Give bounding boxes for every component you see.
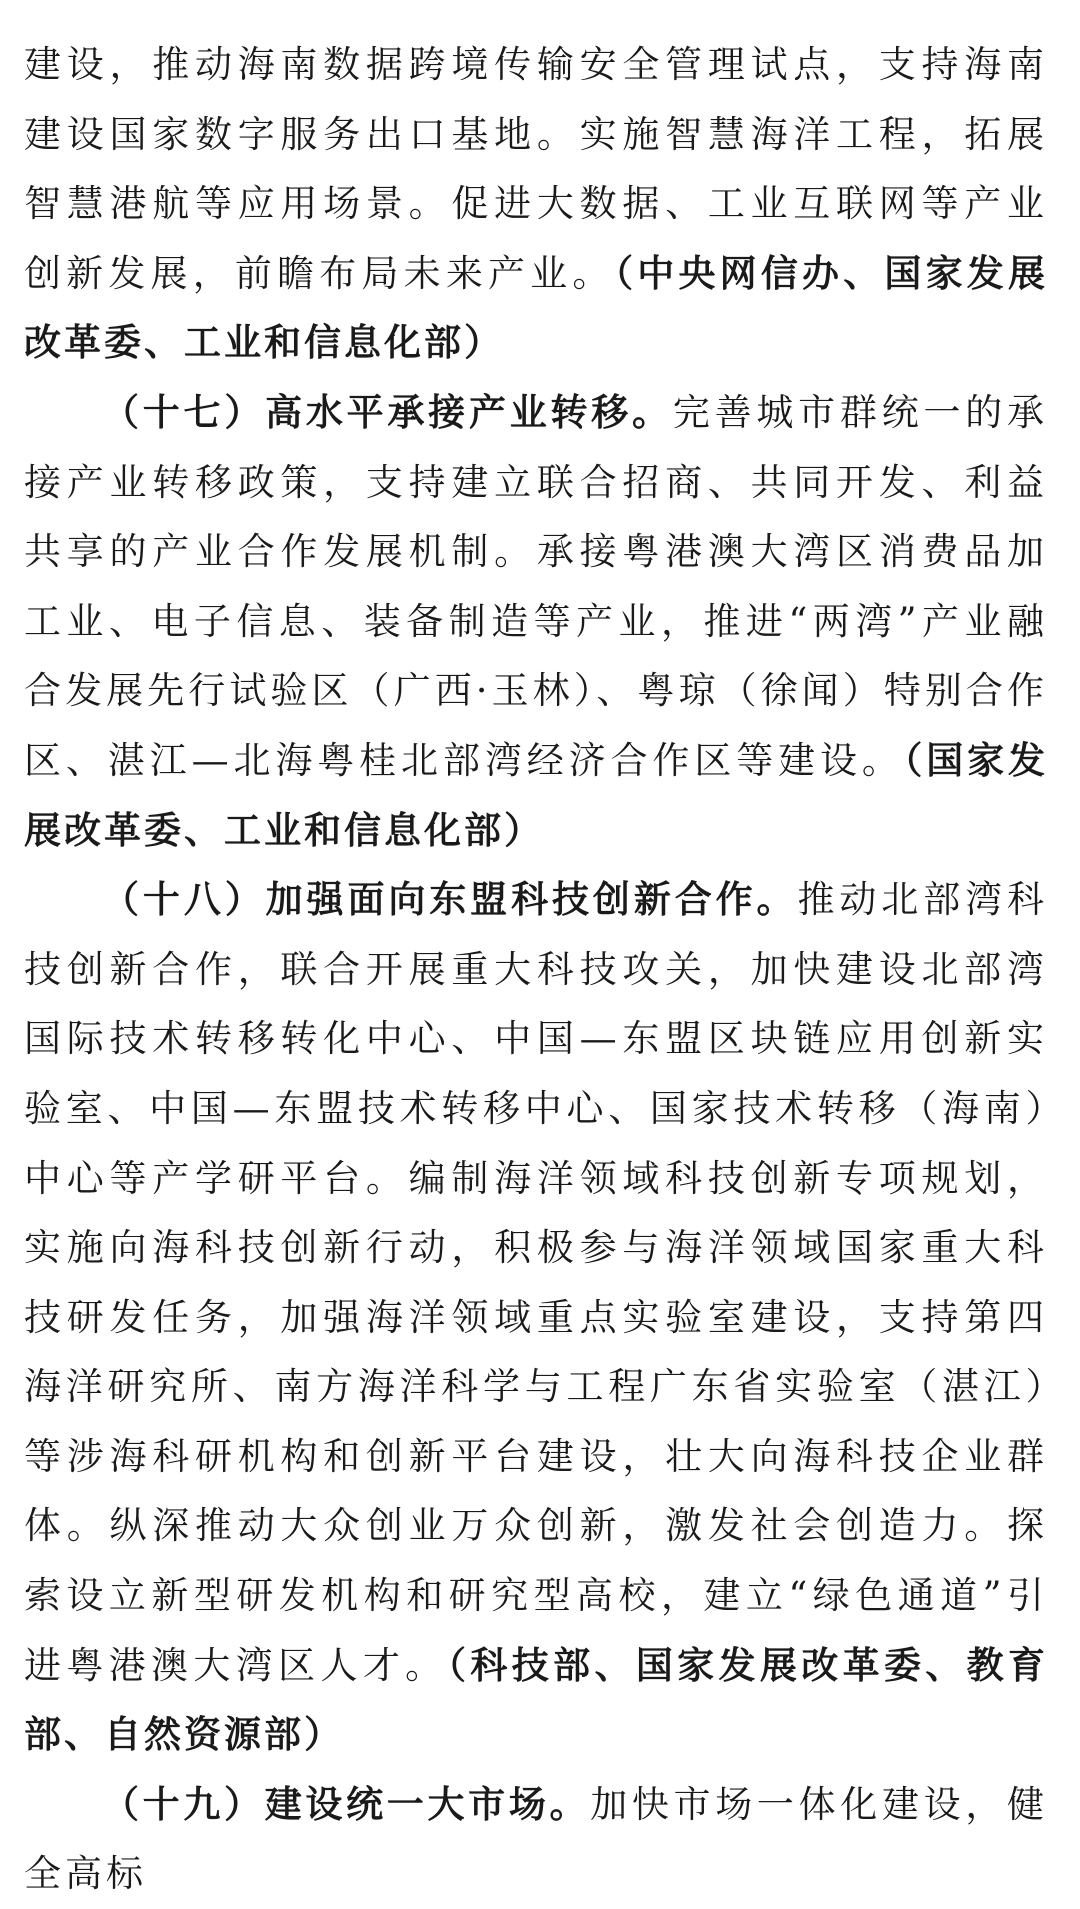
paragraph-body: 完善城市群统一的承接产业转移政策，支持建立联合招商、共同开发、利益共享的产业合作发展机制。承接粤港澳大湾区消费品加工业、电子信息、装备制造等产业，推进“两湾”产业融合发展先行试验区（广西·玉林）、粤琼（徐闻）特别合作区、湛江—北海粤桂北部湾经济合作区等建设。 <box>24 390 1049 782</box>
section-heading: （十九）建设统一大市场。 <box>102 1782 591 1826</box>
paragraph-body: 建设，推动海南数据跨境传输安全管理试点，支持海南建设国家数字服务出口基地。实施智慧海洋工程，拓展智慧港航等应用场景。促进大数据、工业互联网等产业创新发展，前瞻布局未来产业。 <box>24 43 1048 295</box>
paragraph-body: 加快市场一体化建设，健全高标 <box>24 1782 1049 1896</box>
paragraph-continued <box>24 30 1048 378</box>
responsible-departments: （国家发展改革委、工业和信息化部） <box>24 738 1048 852</box>
document-page <box>24 30 1048 1909</box>
paragraph-section-18 <box>24 865 1048 1770</box>
section-heading: （十八）加强面向东盟科技创新合作。 <box>102 878 798 922</box>
responsible-departments: （科技部、国家发展改革委、教育部、自然资源部） <box>24 1643 1049 1757</box>
paragraph-section-19 <box>24 1770 1048 1909</box>
paragraph-body: 推动北部湾科技创新合作，联合开展重大科技攻关，加快建设北部湾国际技术转移转化中心、中国—东盟区块链应用创新实验室、中国—东盟技术转移中心、国家技术转移（海南）中心等产学研平台。编制海洋领域科技创新专项规划，实施向海科技创新行动，积极参与海洋领域国家重大科技研发任务，加强海洋领域重点实验室建设，支持第四海洋研究所、南方海洋科学与工程广东省实验室（湛江）等涉海科研机构和创新平台建设，壮大向海科技企业群体。纵深推动大众创业万众创新，激发社会创造力。探索设立新型研发机构和研究型高校，建立“绿色通道”引进粤港澳大湾区人才。 <box>24 878 1049 1687</box>
section-heading: （十七）高水平承接产业转移。 <box>102 390 673 434</box>
responsible-departments: （中央网信办、国家发展改革委、工业和信息化部） <box>24 251 1048 365</box>
paragraph-section-17 <box>24 378 1048 865</box>
